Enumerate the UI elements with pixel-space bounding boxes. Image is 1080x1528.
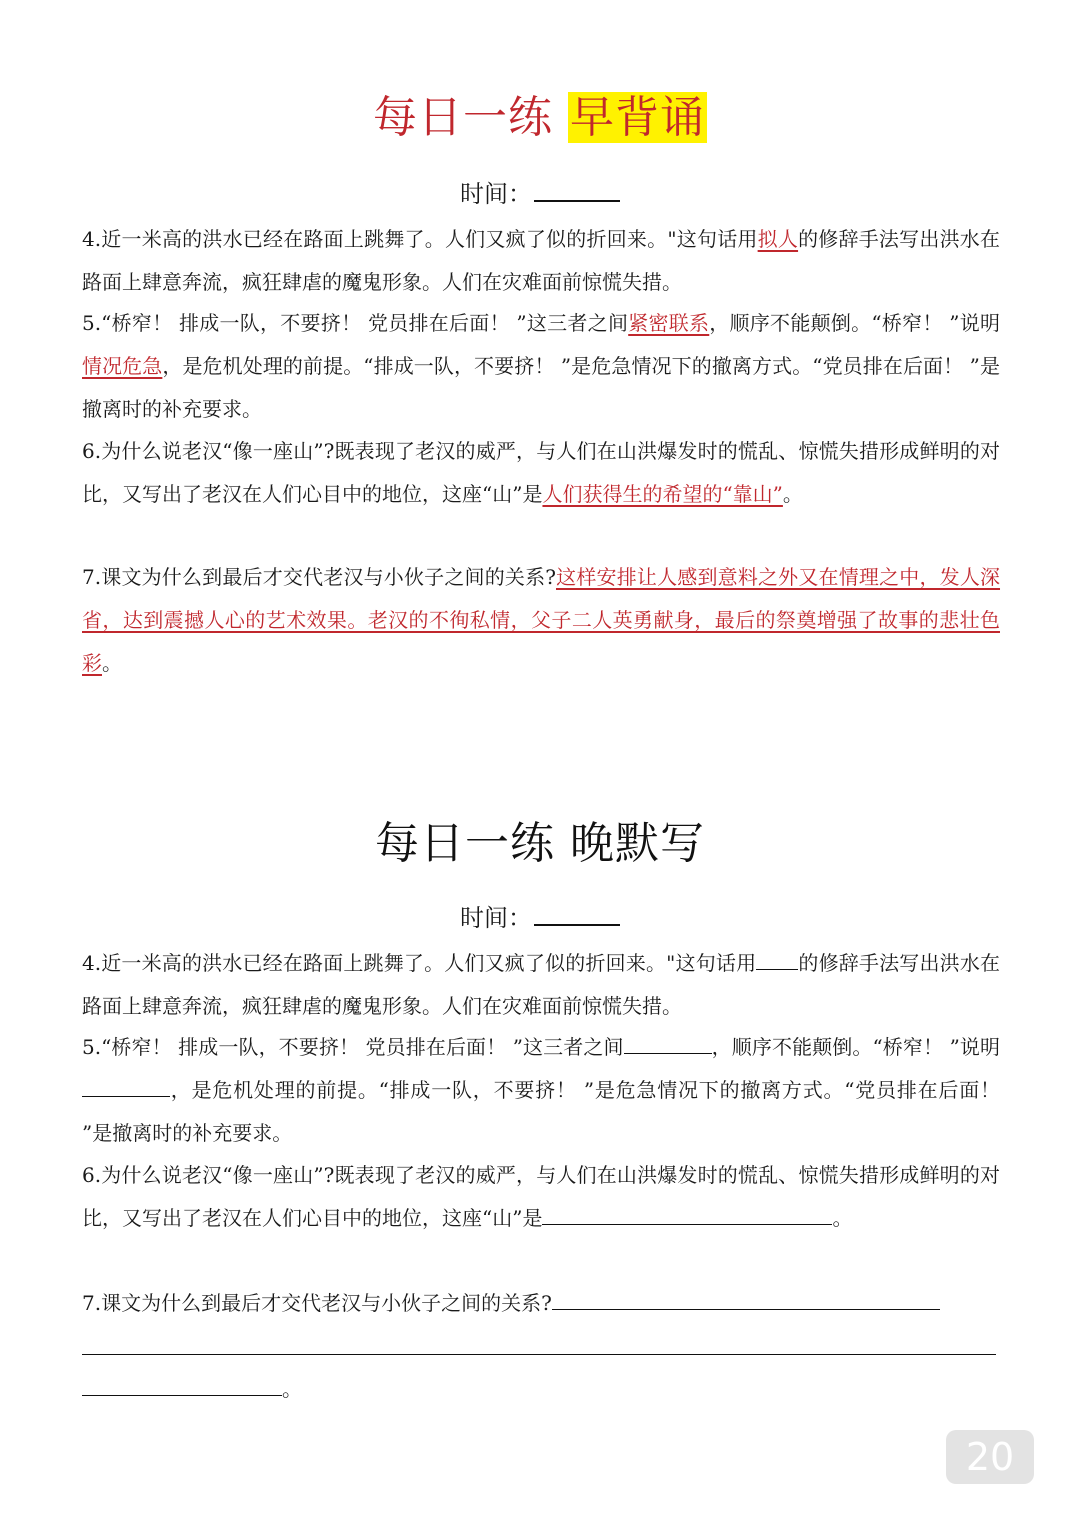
evening-time-label: 时间： — [460, 904, 532, 932]
morning-q4-answer: 拟人 — [757, 227, 799, 251]
evening-q4-text-b: 的修辞手法写出洪水在路面上肆意奔流，疯狂肆虐的魔鬼形象。人们在灾难面前惊慌失措。 — [82, 951, 1001, 1018]
evening-q7-last-line — [82, 1368, 1000, 1411]
morning-q6-text-a: 6.为什么说老汉“像一座山”?既表现了老汉的威严，与人们在山洪爆发时的慌乱、惊慌失措形成鲜明的对比，又写出了老汉在人们心目中的地位，这座“山”是 — [82, 439, 1000, 506]
evening-q7 — [82, 1282, 1000, 1325]
morning-q4 — [82, 218, 1000, 304]
evening-q4 — [82, 942, 1000, 1028]
morning-q6-text-b: 。 — [782, 482, 803, 506]
morning-q7-text-a: 7.课文为什么到最后才交代老汉与小伙子之间的关系? — [82, 565, 556, 589]
evening-q5-blank-2[interactable] — [82, 1074, 170, 1097]
evening-q5-text-b: ，顺序不能颠倒。“桥窄！ ”说明 — [711, 1035, 1000, 1059]
morning-q5-text-b: ，顺序不能颠倒。“桥窄！ ”说明 — [709, 311, 1001, 335]
page-number-badge: 20 — [946, 1430, 1034, 1484]
evening-q6 — [82, 1154, 1000, 1240]
morning-time-row — [0, 174, 1080, 210]
morning-q5-answer-1: 紧密联系 — [628, 311, 710, 335]
evening-q4-text-a: 4.近一米高的洪水已经在路面上跳舞了。人们又疯了似的折回来。"这句话用 — [82, 951, 757, 975]
morning-q4-text-b: 的修辞手法写出洪水在路面上肆意奔流，疯狂肆虐的魔鬼形象。人们在灾难面前惊慌失措。 — [82, 227, 1001, 294]
evening-q7-answer-lines — [82, 1326, 996, 1369]
morning-q6 — [82, 430, 1000, 516]
evening-q6-text-b: 。 — [832, 1206, 853, 1230]
morning-q7-answer: 这样安排让人感到意料之外又在情理之中，发人深省，达到震撼人心的艺术效果。老汉的不徇私情，父子二人英勇献身，最后的祭奠增强了故事的悲壮色彩 — [82, 565, 1001, 675]
morning-q5-text-a: 5.“桥窄！ 排成一队，不要挤！ 党员排在后面！ ”这三者之间 — [82, 311, 629, 335]
morning-title-prefix: 每日一练 — [373, 92, 553, 143]
evening-q7-blank-end[interactable] — [82, 1373, 282, 1396]
evening-title: 每日一练 晚默写 — [375, 818, 705, 869]
morning-q7-text-b: 。 — [102, 651, 122, 675]
evening-q6-blank-2[interactable] — [792, 1202, 832, 1225]
evening-q7-blank-1[interactable] — [552, 1287, 940, 1310]
evening-q4-blank[interactable] — [756, 947, 798, 970]
evening-q5-text-a: 5.“桥窄！ 排成一队，不要挤！ 党员排在后面！ ”这三者之间 — [82, 1035, 624, 1059]
morning-time-label: 时间： — [460, 180, 532, 208]
evening-q5-blank-1[interactable] — [624, 1031, 712, 1054]
evening-q7-text-b: 。 — [282, 1377, 302, 1401]
evening-time-row — [0, 898, 1080, 934]
morning-title-highlight: 早背诵 — [570, 92, 705, 143]
morning-q5 — [82, 302, 1000, 431]
morning-q6-answer: 人们获得生的希望的“靠山” — [542, 482, 783, 506]
evening-q5-text-c: ，是危机处理的前提。“排成一队，不要挤！ ”是危急情况下的撤离方式。“党员排在后面！ ”是撤离时的补充要求。 — [82, 1078, 1000, 1145]
morning-q4-text-a: 4.近一米高的洪水已经在路面上跳舞了。人们又疯了似的折回来。"这句话用 — [82, 227, 758, 251]
morning-q5-answer-2: 情况危急 — [82, 354, 163, 378]
evening-q6-text-a: 6.为什么说老汉“像一座山”?既表现了老汉的威严，与人们在山洪爆发时的慌乱、惊慌失措形成鲜明的对比，又写出了老汉在人们心目中的地位，这座“山”是 — [82, 1163, 1000, 1230]
morning-title — [0, 90, 1080, 146]
evening-q7-blank-line[interactable] — [82, 1326, 996, 1355]
evening-q6-blank-1[interactable] — [542, 1202, 792, 1225]
evening-q7-text-a: 7.课文为什么到最后才交代老汉与小伙子之间的关系? — [82, 1291, 552, 1315]
evening-time-blank — [534, 898, 620, 926]
evening-q5 — [82, 1026, 1000, 1155]
morning-q7 — [82, 556, 1000, 685]
morning-time-blank — [534, 174, 620, 202]
morning-q5-text-c: ，是危机处理的前提。“排成一队，不要挤！ ”是危急情况下的撤离方式。“党员排在后面！ ”是撤离时的补充要求。 — [82, 354, 1000, 421]
